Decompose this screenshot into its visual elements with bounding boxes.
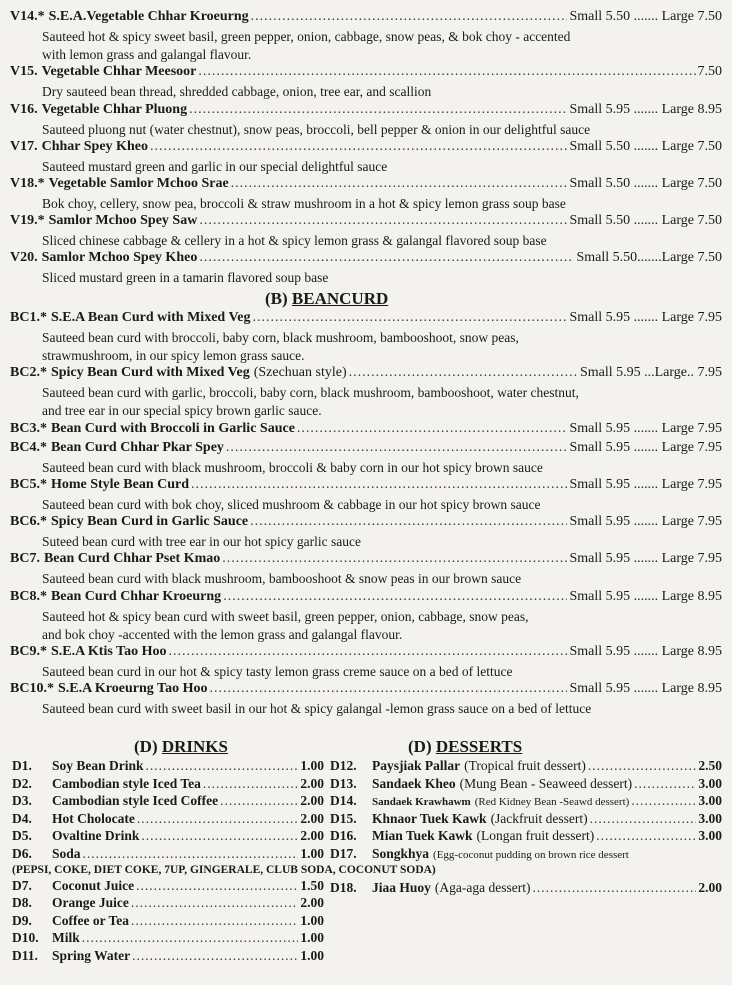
- leader-dots: [253, 310, 568, 326]
- leader-dots: [131, 895, 299, 911]
- item-description: Bok choy, cellery, snow pea, broccoli & straw mushroom in a hot & spicy lemon grass soup base: [42, 196, 566, 211]
- item-price: 3.00: [698, 828, 722, 844]
- menu-item-row: [10, 64, 722, 83]
- item-price: 2.00: [300, 828, 324, 844]
- item-price: 7.50: [697, 64, 722, 80]
- item-name: Songkhya: [372, 845, 430, 861]
- item-price: 1.00: [300, 758, 324, 773]
- item-description: Sliced chinese cabbage & cellery in a hot & spicy lemon grass & galangal flavored soup base: [42, 233, 547, 249]
- item-description: Suteed bean curd with tree ear in our hot spicy garlic sauce: [42, 534, 362, 550]
- item-name: Ovaltine Drink: [52, 828, 140, 844]
- item-description: Sliced mustard green in a tamarin flavored soup base: [42, 270, 329, 286]
- spacer: [330, 864, 722, 880]
- menu-item-row: [10, 551, 722, 570]
- item-description: strawmushroom, in our spicy lemon grass sauce.: [42, 348, 305, 363]
- item-name: Sandaek Krawhawm: [372, 796, 471, 809]
- item-code: D6.: [12, 845, 32, 861]
- menu-item-row: [10, 440, 722, 459]
- item-code: BC7.: [10, 551, 40, 567]
- item-code: BC3.*: [10, 420, 47, 436]
- leader-dots: [588, 758, 697, 774]
- item-code: V17.: [10, 138, 38, 154]
- dessert-item: [330, 793, 722, 811]
- leader-dots: [532, 880, 696, 896]
- dessert-item: [330, 811, 722, 829]
- item-name: Bean Curd Chhar Kroeurng: [50, 588, 222, 604]
- item-price: 3.00: [698, 775, 722, 791]
- leader-dots: [231, 176, 568, 192]
- menu-item: [10, 139, 722, 176]
- item-price: Small 5.95 ...Large.. 7.95: [579, 365, 722, 381]
- item-price: Small 5.50 ....... Large 7.50: [569, 176, 722, 191]
- drink-item: [12, 811, 324, 829]
- menu-item-row: [10, 176, 722, 195]
- item-code: D17.: [330, 845, 357, 861]
- item-note: (Szechuan style): [253, 365, 347, 381]
- item-price: Small 5.95 ....... Large 7.95: [569, 477, 722, 492]
- item-code: V20.: [10, 250, 38, 266]
- item-price: Small 5.95 ....... Large 7.95: [569, 310, 722, 325]
- item-note: (Tropical fruit dessert): [464, 758, 586, 773]
- leader-dots: [203, 776, 298, 792]
- drink-item: [12, 878, 324, 896]
- menu-item-row: [10, 644, 722, 663]
- item-name: S.E.A.Vegetable Chhar Kroeurng: [48, 9, 249, 24]
- leader-dots: [349, 365, 578, 381]
- item-description: Sauteed hot & spicy sweet basil, green pepper, onion, cabbage, snow peas, & bok choy - accented: [42, 29, 571, 44]
- leader-dots: [199, 213, 567, 229]
- item-description: Sauteed pluong nut (water chestnut), snow peas, broccoli, bell pepper & onion in our delightful sauce: [42, 121, 591, 137]
- item-price: 2.00: [300, 895, 324, 911]
- item-code: BC5.*: [10, 477, 47, 492]
- drinks-heading: (D) DRINKS: [134, 737, 228, 756]
- item-price: 1.00: [300, 912, 324, 928]
- item-code: BC2.*: [10, 365, 47, 381]
- item-price: 3.00: [698, 810, 722, 826]
- menu-item: [10, 213, 722, 250]
- item-code: D9.: [12, 912, 32, 928]
- item-code: BC9.*: [10, 644, 47, 659]
- item-note: (Jackfruit dessert): [490, 810, 588, 826]
- item-code: D7.: [12, 877, 32, 893]
- menu-item: [10, 64, 722, 101]
- menu-item: [10, 365, 722, 420]
- item-code: V15.: [10, 64, 38, 80]
- drink-item: [12, 913, 324, 931]
- item-name: Vegetable Samlor Mchoo Srae: [48, 176, 229, 191]
- item-code: D18.: [330, 879, 357, 895]
- menu-item-row: [10, 139, 722, 158]
- item-price: 2.00: [300, 810, 324, 826]
- menu-item-row: [10, 365, 722, 384]
- item-name: Soda: [52, 845, 81, 861]
- item-price: Small 5.95 ....... Large 8.95: [569, 588, 722, 604]
- menu-item-row: [10, 102, 722, 121]
- item-code: V18.*: [10, 176, 45, 191]
- leader-dots: [137, 811, 299, 827]
- leader-dots: [132, 948, 298, 964]
- leader-dots: [189, 102, 567, 118]
- item-description: Sauteed bean curd with sweet basil in our hot & spicy galangal -lemon grass sauce on a bed of lettuce: [42, 701, 592, 717]
- item-description: Sauteed bean curd with black mushroom, bambooshoot & snow peas in our brown sauce: [42, 571, 522, 587]
- menu-item: [10, 250, 722, 287]
- dessert-item: [330, 828, 722, 846]
- item-name: Spring Water: [52, 947, 131, 963]
- item-price: 1.50: [300, 877, 324, 893]
- item-description: Sauteed mustard green and garlic in our special delightful sauce: [42, 158, 388, 174]
- item-name: Spicy Bean Curd in Garlic Sauce: [50, 514, 249, 530]
- item-description: Dry sauteed bean thread, shredded cabbage, onion, tree ear, and scallion: [42, 84, 432, 100]
- item-code: D10.: [12, 930, 39, 946]
- menu-item-row: [10, 514, 722, 533]
- item-description: Sauteed hot & spicy bean curd with sweet basil, green pepper, onion, cabbage, snow peas,: [42, 608, 529, 624]
- item-note: (Mung Bean - Seaweed dessert): [459, 775, 633, 791]
- leader-dots: [191, 477, 567, 493]
- menu-item-row: [10, 589, 722, 608]
- item-code: D15.: [330, 810, 357, 826]
- item-code: V16.: [10, 101, 38, 117]
- menu-item: [10, 551, 722, 588]
- item-code: D1.: [12, 758, 32, 773]
- item-price: Small 5.50 ....... Large 7.50: [569, 138, 722, 154]
- item-name: Orange Juice: [52, 895, 129, 911]
- item-price: Small 5.50.......Large 7.50: [576, 250, 722, 266]
- leader-dots: [250, 514, 567, 530]
- item-price: 1.00: [300, 947, 324, 963]
- leader-dots: [82, 930, 299, 946]
- menu-item: [10, 514, 722, 551]
- item-code: V14.*: [10, 9, 45, 24]
- drink-item: [12, 828, 324, 846]
- item-name: Hot Cholocate: [52, 810, 135, 826]
- leader-dots: [198, 64, 695, 80]
- item-name: Chhar Spey Kheo: [41, 138, 148, 154]
- item-description: Sauteed bean curd with bok choy, sliced mushroom & cabbage in our hot spicy brown sauce: [42, 497, 541, 512]
- menu-item-row: [10, 250, 722, 269]
- menu-item: [10, 310, 722, 365]
- item-note: (Longan fruit dessert): [476, 828, 595, 844]
- item-name: Vegetable Chhar Pluong: [41, 101, 188, 117]
- item-price: Small 5.95 ....... Large 8.95: [569, 644, 722, 659]
- item-description: and bok choy -accented with the lemon grass and galangal flavour.: [42, 626, 403, 642]
- item-code: D11.: [12, 947, 38, 963]
- leader-dots: [251, 9, 568, 25]
- item-description: and tree ear in our special spicy brown garlic sauce.: [42, 403, 322, 419]
- item-price: Small 5.95 ....... Large 7.95: [569, 514, 722, 530]
- menu-item: [10, 681, 722, 718]
- item-name: Soy Bean Drink: [52, 758, 144, 773]
- item-price: 2.00: [300, 793, 324, 809]
- item-code: D4.: [12, 810, 32, 826]
- item-name: Samlor Mchoo Spey Kheo: [41, 250, 198, 266]
- item-name: Khnaor Tuek Kawk: [372, 810, 487, 826]
- item-name: Samlor Mchoo Spey Saw: [48, 213, 198, 229]
- leader-dots: [590, 811, 697, 827]
- beancurd-heading: (B) BEANCURD: [265, 289, 389, 308]
- item-name: Spicy Bean Curd with Mixed Veg: [50, 365, 250, 381]
- item-name: Vegetable Chhar Meesoor: [41, 64, 197, 80]
- dessert-item: [330, 776, 722, 794]
- item-note: (Egg-coconut pudding on brown rice dessert: [433, 848, 629, 861]
- dessert-item: [330, 758, 722, 776]
- item-name: Cambodian style Iced Tea: [52, 775, 201, 791]
- item-name: Cambodian style Iced Coffee: [52, 793, 219, 809]
- item-note: (Aga-aga dessert): [434, 879, 531, 895]
- item-name: Bean Curd with Broccoli in Garlic Sauce: [50, 420, 295, 436]
- menu-item: [10, 477, 722, 514]
- item-price: Small 5.50 ....... Large 7.50: [569, 213, 722, 229]
- leader-dots: [131, 913, 298, 929]
- menu-item: [10, 102, 722, 139]
- drink-item: [12, 776, 324, 794]
- leader-dots: [83, 846, 299, 862]
- item-price: Small 5.95 ....... Large 7.95: [569, 439, 722, 455]
- leader-dots: [220, 793, 298, 809]
- item-code: BC4.*: [10, 439, 47, 455]
- desserts-list: [330, 758, 722, 897]
- drink-item: [12, 793, 324, 811]
- leader-dots: [199, 250, 574, 266]
- item-name: S.E.A Kroeurng Tao Hoo: [57, 681, 208, 697]
- menu-item-row: [10, 9, 722, 28]
- soda-options-note: (PEPSI, COKE, DIET COKE, 7UP, GINGERALE, CLUB SODA, COCONUT SODA): [12, 863, 436, 876]
- leader-dots: [596, 828, 696, 844]
- item-code: BC10.*: [10, 681, 54, 697]
- item-price: Small 5.95 ....... Large 7.95: [569, 551, 722, 567]
- item-name: Home Style Bean Curd: [50, 477, 190, 492]
- item-name: Bean Curd Chhar Pkar Spey: [50, 439, 224, 455]
- dessert-item: [330, 846, 722, 864]
- item-code: D12.: [330, 758, 357, 773]
- item-price: 2.50: [698, 758, 722, 773]
- item-code: D5.: [12, 828, 32, 844]
- item-description: with lemon grass and galangal flavour.: [42, 47, 252, 62]
- menu-item: [10, 440, 722, 477]
- item-price: 2.00: [300, 775, 324, 791]
- menu-item: [10, 589, 722, 644]
- menu-item-row: [10, 310, 722, 329]
- menu-item-row: [10, 477, 722, 496]
- item-name: Coffee or Tea: [52, 912, 129, 928]
- leader-dots: [634, 776, 696, 792]
- dessert-item: [330, 880, 722, 898]
- item-code: D3.: [12, 793, 32, 809]
- menu-item-row: [10, 421, 722, 440]
- item-name: Paysjiak Pallar: [372, 758, 461, 773]
- item-name: Milk: [52, 930, 80, 946]
- item-name: Mian Tuek Kawk: [372, 828, 473, 844]
- menu-item-row: [10, 681, 722, 700]
- drink-item: [12, 758, 324, 776]
- item-price: 1.00: [300, 845, 324, 861]
- leader-dots: [136, 878, 298, 894]
- item-description: Sauteed bean curd with garlic, broccoli, baby corn, black mushroom, bambooshoot, water chestnut,: [42, 385, 579, 401]
- item-price: Small 5.95 ....... Large 8.95: [569, 681, 722, 697]
- item-name: Bean Curd Chhar Pset Kmao: [43, 551, 221, 567]
- item-name: Coconut Juice: [52, 877, 135, 893]
- drink-item: [12, 846, 324, 864]
- item-name: S.E.A Bean Curd with Mixed Veg: [50, 310, 251, 325]
- menu-item: [10, 176, 722, 213]
- item-code: D16.: [330, 828, 357, 844]
- item-price: 1.00: [300, 930, 324, 946]
- item-price: Small 5.95 ....... Large 8.95: [569, 101, 722, 117]
- leader-dots: [222, 551, 567, 567]
- leader-dots: [226, 440, 568, 456]
- leader-dots: [223, 589, 567, 605]
- item-name: Sandaek Kheo: [372, 775, 456, 791]
- leader-dots: [169, 644, 568, 660]
- drink-item: [12, 930, 324, 948]
- item-name: Jiaa Huoy: [372, 879, 431, 895]
- item-code: BC6.*: [10, 514, 47, 530]
- item-code: D14.: [330, 793, 357, 809]
- leader-dots: [141, 828, 298, 844]
- item-price: Small 5.95 ....... Large 7.95: [569, 420, 722, 436]
- item-price: 3.00: [698, 793, 722, 809]
- item-name: S.E.A Ktis Tao Hoo: [50, 644, 167, 659]
- desserts-heading: (D) DESSERTS: [408, 737, 523, 756]
- item-description: Sauteed bean curd in our hot & spicy tasty lemon grass creme sauce on a bed of lettuce: [42, 664, 513, 679]
- item-code: BC8.*: [10, 588, 47, 604]
- menu-item: [10, 644, 722, 681]
- leader-dots: [297, 421, 568, 437]
- item-code: BC1.*: [10, 310, 47, 325]
- item-price: 2.00: [698, 879, 722, 895]
- menu-item-row: [10, 213, 722, 232]
- leader-dots: [631, 793, 696, 809]
- item-description: Sauteed bean curd with black mushroom, broccoli & baby corn in our hot spicy brown sauce: [42, 459, 543, 475]
- leader-dots: [209, 681, 567, 697]
- menu-item: [10, 421, 722, 440]
- drink-item: [12, 895, 324, 913]
- item-code: D8.: [12, 895, 32, 911]
- menu-item: [10, 9, 722, 64]
- item-code: D13.: [330, 775, 357, 791]
- item-note: (Red Kidney Bean -Seawd dessert): [474, 796, 630, 809]
- drink-item: [12, 948, 324, 966]
- item-price: Small 5.50 ....... Large 7.50: [569, 9, 722, 24]
- leader-dots: [146, 758, 299, 774]
- item-code: V19.*: [10, 213, 45, 229]
- item-code: D2.: [12, 775, 32, 791]
- leader-dots: [150, 139, 567, 155]
- item-description: Sauteed bean curd with broccoli, baby corn, black mushroom, bambooshoot, snow peas,: [42, 330, 519, 345]
